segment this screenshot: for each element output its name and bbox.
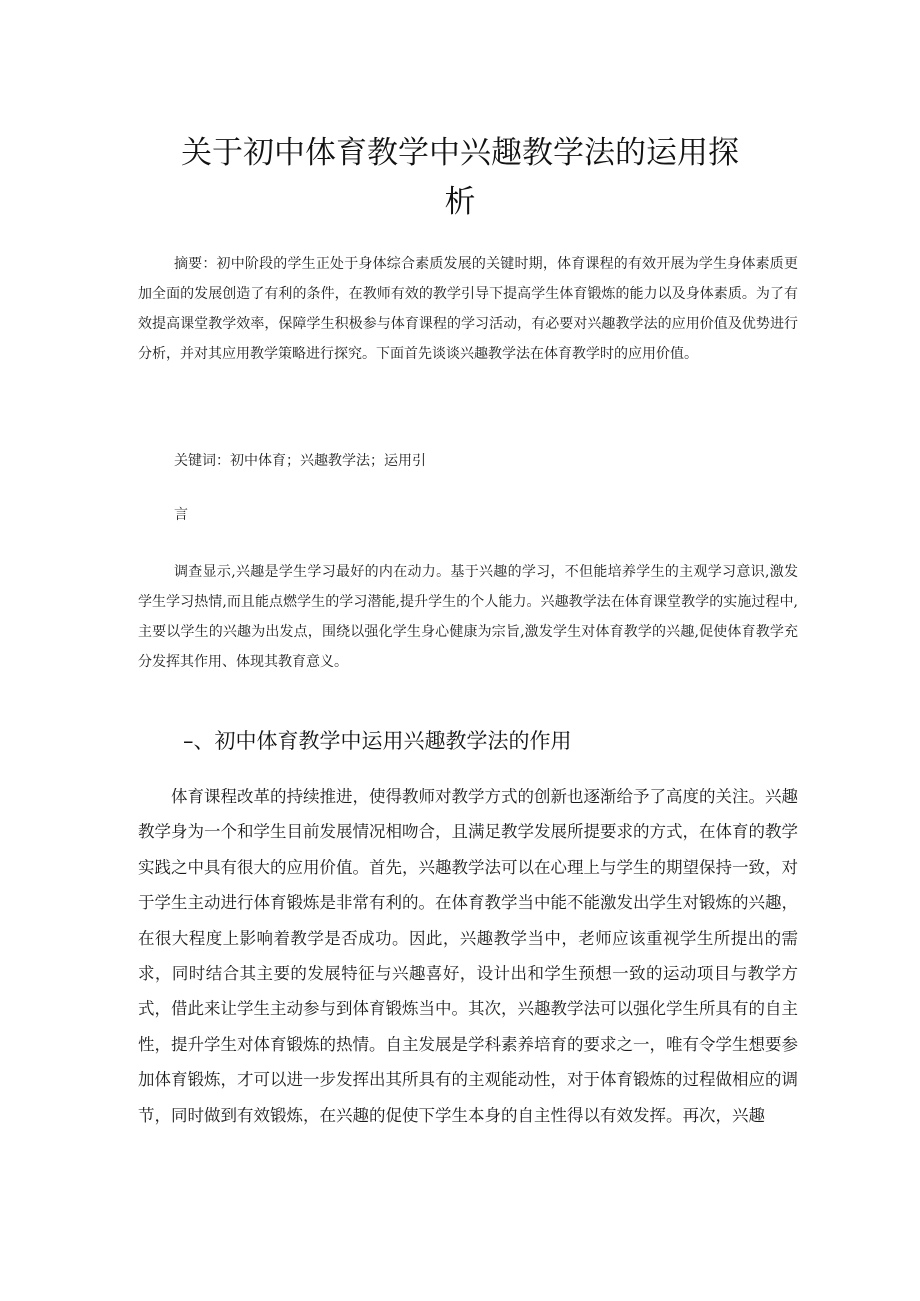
document-title-line-1: 关于初中体育教学中兴趣教学法的运用探: [181, 135, 739, 171]
section-1-heading: –、初中体育教学中运用兴趣教学法的作用: [183, 729, 572, 753]
keywords-line: 关键词：初中体育；兴趣教学法；运用引: [174, 453, 426, 469]
section-1-body: 体育课程改革的持续推进，使得教师对教学方式的创新也逐渐给予了高度的关注。兴趣教学身为一个和学生目前发展情况相吻合，且满足教学发展所提要求的方式，在体育的教学实践之中具有很大的应用价值。首先，兴趣教学法可以在心理上与学生的期望保持一致，对于学生主动进行体育锻炼是非常有利的。在体育教学当中能不能激发出学生对锻炼的兴趣，在很大程度上影响着教学是否成功。因此，兴趣教学当中，老师应该重视学生所提出的需求，同时结合其主要的发展特征与兴趣喜好，设计出和学生预想一致的运动项目与教学方式，借此来让学生主动参与到体育锻炼当中。其次，兴趣教学法可以强化学生所具有的自主性，提升学生对体育锻炼的热情。自主发展是学科素养培育的要求之一，唯有令学生想要参加体育锻炼，才可以进一步发挥出其所具有的主观能动性，对于体育锻炼的过程做相应的调节，同时做到有效锻炼，在兴趣的促使下学生本身的自主性得以有效发挥。再次，兴趣: [138, 787, 798, 1125]
keywords-continuation: 言: [174, 507, 188, 523]
abstract-paragraph: 摘要：初中阶段的学生正处于身体综合素质发展的关键时期，体育课程的有效开展为学生身体素质更加全面的发展创造了有利的条件，在教师有效的教学引导下提高学生体育锻炼的能力以及身体素质。为了有效提高课堂教学效率，保障学生积极参与体育课程的学习活动，有必要对兴趣教学法的应用价值及优势进行分析，并对其应用教学策略进行探究。下面首先谈谈兴趣教学法在体育教学时的应用价值。: [138, 256, 798, 362]
intro-paragraph: 调查显示,兴趣是学生学习最好的内在动力。基于兴趣的学习，不但能培养学生的主观学习意识,激发学生学习热情,而且能点燃学生的学习潜能,提升学生的个人能力。兴趣教学法在体育课堂教学的实施过程中,主要以学生的兴趣为出发点，围绕以强化学生身心健康为宗旨,激发学生对体育教学的兴趣,促使体育教学充分发挥其作用、体现其教育意义。: [138, 564, 798, 670]
document-title-line-2: 析: [444, 184, 476, 220]
